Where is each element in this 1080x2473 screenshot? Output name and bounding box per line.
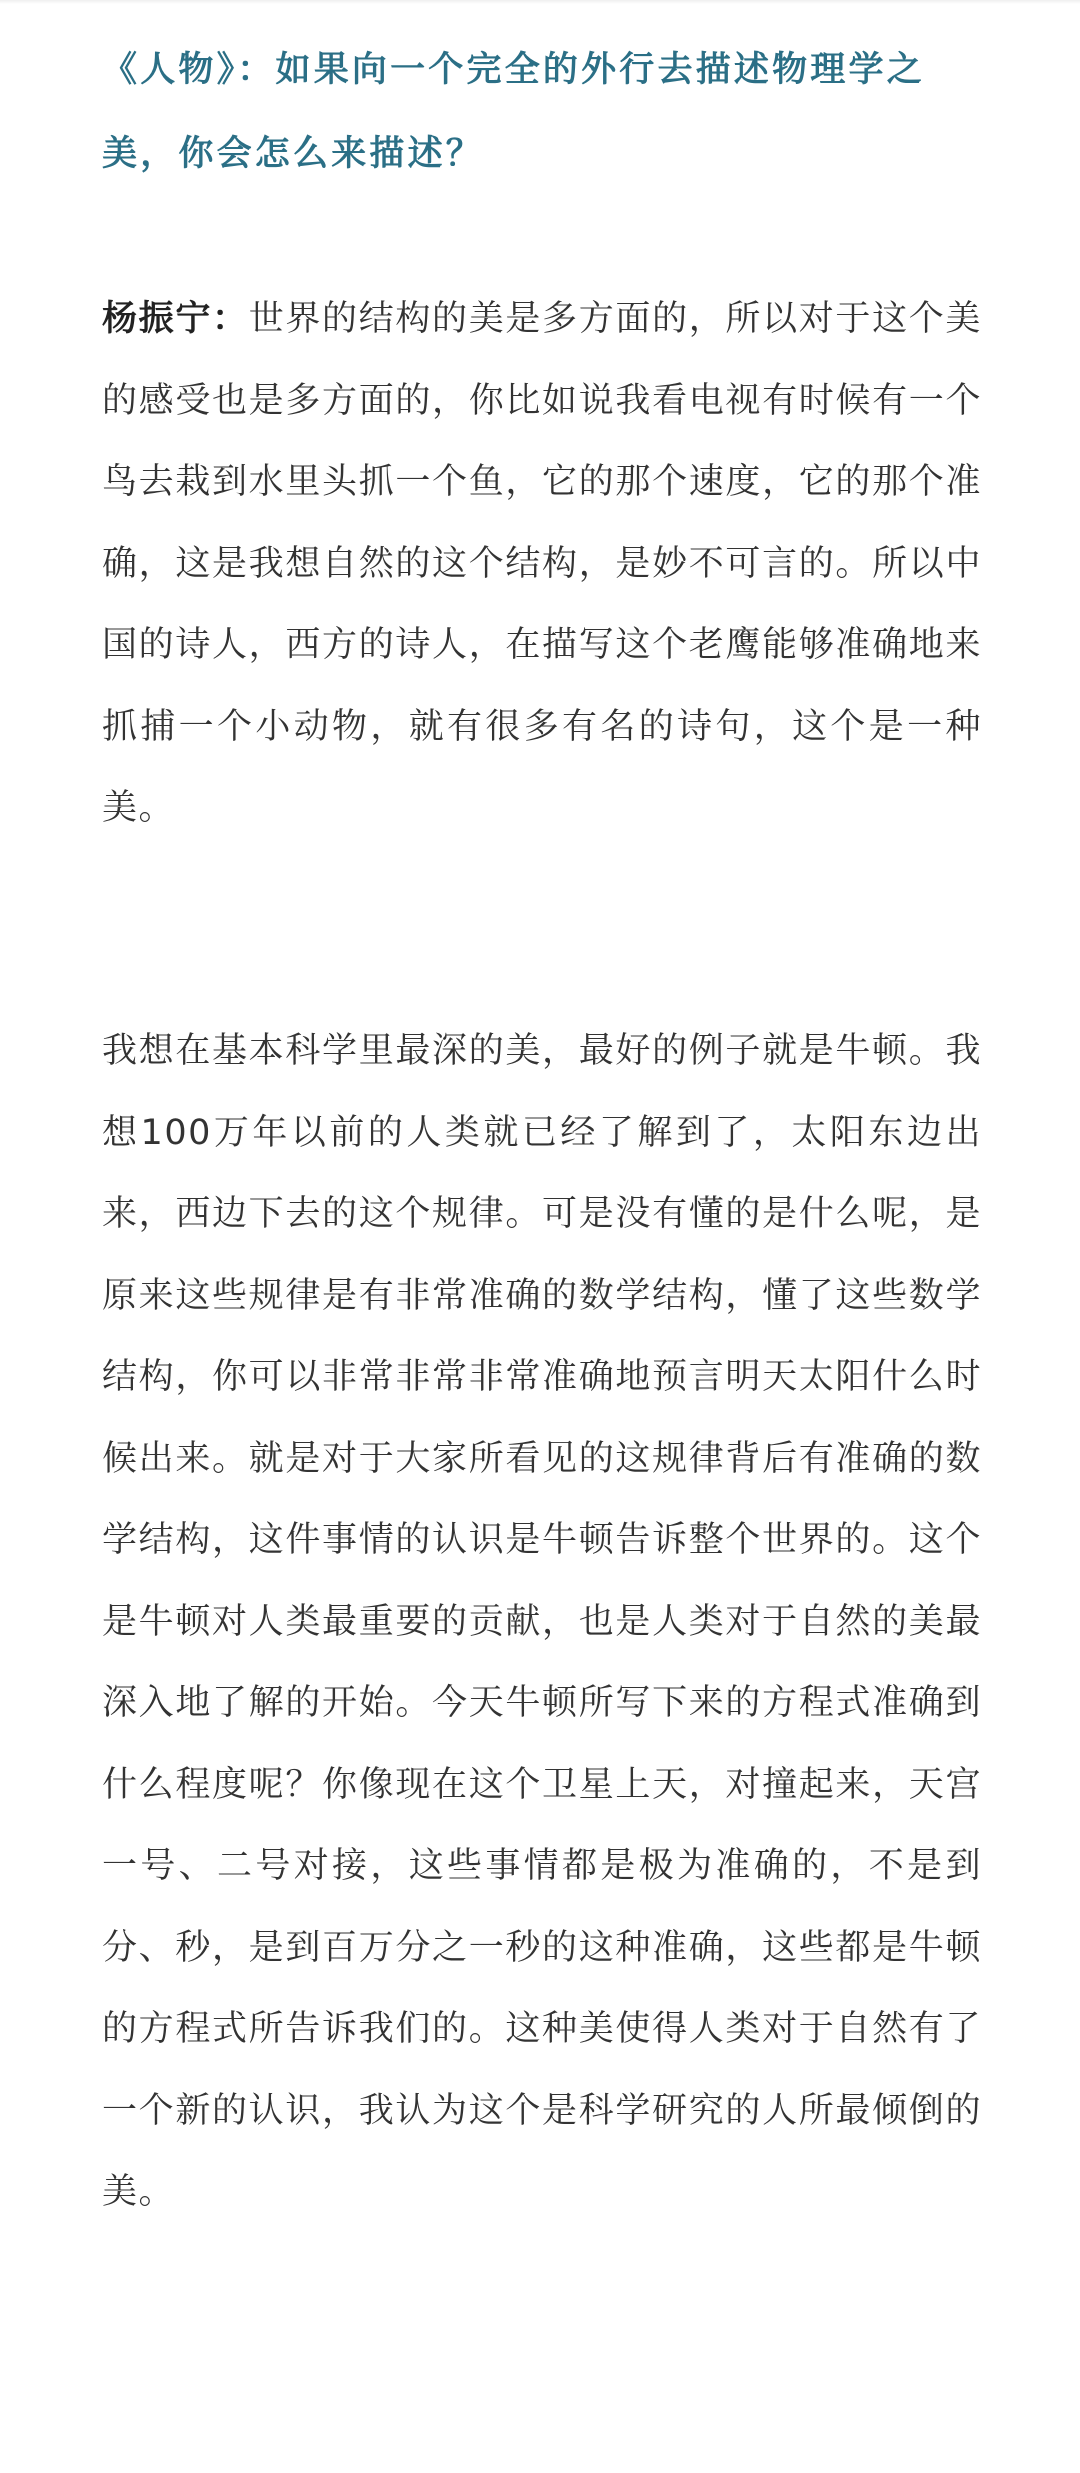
answer-paragraph-2 — [102, 1011, 982, 2234]
answer-text-2: 我想在基本科学里最深的美，最好的例子就是牛顿。我想100万年以前的人类就已经了解到了，太阳东边出来，西边下去的这个规律。可是没有懂的是什么呢，是原来这些规律是有非常准确的数学结构，懂了这些数学结构，你可以非常非常非常准确地预言明天太阳什么时候出来。就是对于大家所看见的这规律背后有准确的数学结构，这件事情的认识是牛顿告诉整个世界的。这个是牛顿对人类最重要的贡献，也是人类对于自然的美最深入地了解的开始。今天牛顿所写下来的方程式准确到什么程度呢？你像现在这个卫星上天，对撞起来，天宫一号、二号对接，这些事情都是极为准确的，不是到分、秒，是到百万分之一秒的这种准确，这些都是牛顿的方程式所告诉我们的。这种美使得人类对于自然有了一个新的认识，我认为这个是科学研究的人所最倾倒的美。 — [102, 1031, 982, 2212]
answer-paragraph-1 — [102, 279, 982, 850]
top-edge-shadow — [0, 0, 1080, 4]
interview-question-headline: 《人物》：如果向一个完全的外行去描述物理学之美，你会怎么来描述？ — [102, 50, 925, 174]
answer-text-1: 世界的结构的美是多方面的，所以对于这个美的感受也是多方面的，你比如说我看电视有时候有一个鸟去栽到水里头抓一个鱼，它的那个速度，它的那个准确，这是我想自然的这个结构，是妙不可言的。所以中国的诗人，西方的诗人，在描写这个老鹰能够准确地来抓捕一个小动物，就有很多有名的诗句，这个是一种美。 — [102, 299, 982, 828]
speaker-name: 杨振宁： — [102, 299, 249, 339]
